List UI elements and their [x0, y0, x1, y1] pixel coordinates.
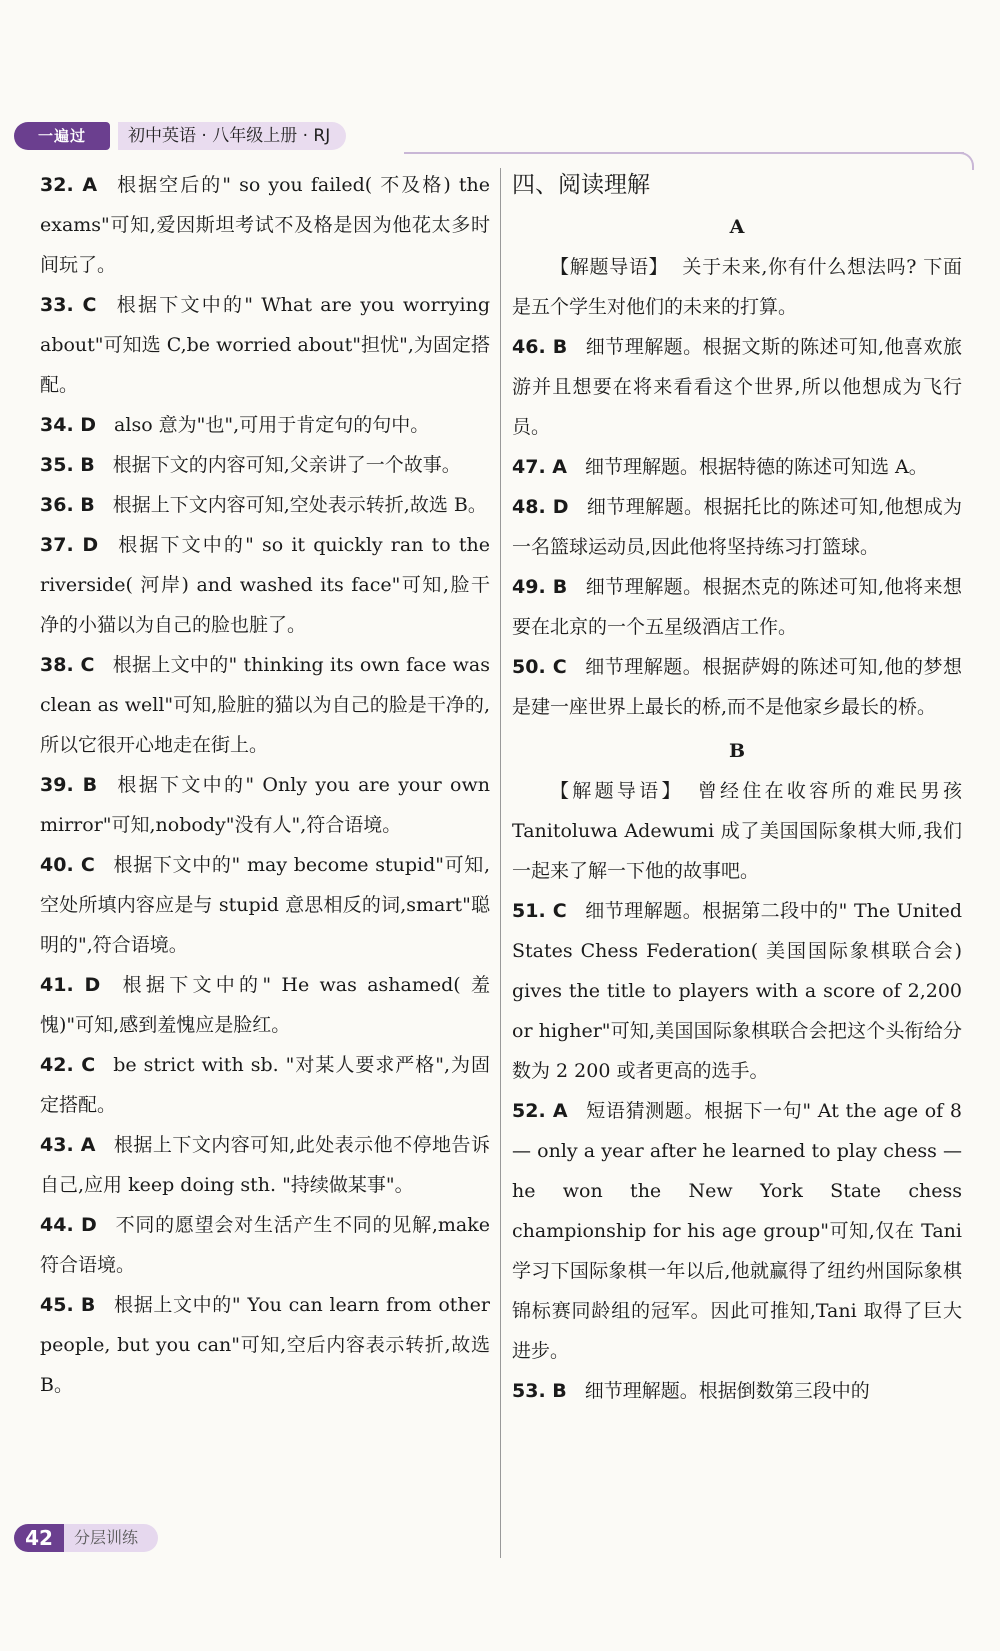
guide-tag: 【解题导语】: [550, 780, 684, 802]
answer-item: [512, 487, 962, 567]
answer-item: [40, 525, 490, 645]
answer-explanation: 细节理解题。根据特德的陈述可知选 A。: [584, 456, 928, 478]
answer-number: 48. D: [512, 496, 569, 518]
guide-text: 关于未来,你有什么想法吗? 下面是五个学生对他们的未来的打算。: [512, 256, 962, 318]
answer-number: 52. A: [512, 1100, 568, 1122]
answer-explanation: 根据上下文内容可知,此处表示他不停地告诉自己,应用 keep doing sth. "持续做某事"。: [40, 1134, 490, 1196]
answer-number: 47. A: [512, 456, 567, 478]
answer-number: 44. D: [40, 1214, 97, 1236]
answer-explanation: 细节理解题。根据文斯的陈述可知,他喜欢旅游并且想要在将来看看这个世界,所以他想成为飞行员。: [512, 336, 962, 438]
answer-explanation: 根据下文中的" What are you worrying about"可知选 C,be worried about"担忧",为固定搭配。: [40, 294, 490, 396]
answer-item: [512, 647, 962, 727]
passage-a-label: A: [729, 216, 745, 238]
passage-a-guide: [512, 247, 962, 327]
left-column: [40, 165, 490, 1405]
answer-number: 43. A: [40, 1134, 96, 1156]
answer-explanation: 根据空后的" so you failed( 不及格) the exams"可知,爱因斯坦考试不及格是因为他花太多时间玩了。: [40, 174, 490, 276]
answer-explanation: 根据下文中的" may become stupid"可知,空处所填内容应是与 stupid 意思相反的词,smart"聪明的",符合语境。: [40, 854, 490, 956]
page-header: [14, 118, 974, 154]
answer-item: [40, 1045, 490, 1125]
answer-number: 37. D: [40, 534, 99, 556]
answer-item: [40, 845, 490, 965]
answer-item: [40, 645, 490, 765]
answer-number: 42. C: [40, 1054, 96, 1076]
answer-explanation: 根据上文中的" thinking its own face was clean as well"可知,脸脏的猫以为自己的脸是干净的,所以它很开心地走在街上。: [40, 654, 490, 756]
answer-item: [512, 447, 962, 487]
answer-number: 35. B: [40, 454, 95, 476]
answer-explanation: also 意为"也",可用于肯定句的句中。: [114, 414, 430, 436]
guide-text: 曾经住在收容所的难民男孩 Tanitoluwa Adewumi 成了美国国际象棋大师,我们一起来了解一下他的故事吧。: [512, 780, 962, 882]
right-column: [512, 165, 962, 1411]
book-title: 初中英语 · 八年级上册 · RJ: [118, 122, 346, 150]
answer-item: [512, 567, 962, 647]
answer-number: 38. C: [40, 654, 95, 676]
answer-number: 45. B: [40, 1294, 96, 1316]
column-divider: [500, 168, 501, 1558]
answer-item: [512, 327, 962, 447]
answer-explanation: 不同的愿望会对生活产生不同的见解,make 符合语境。: [40, 1214, 490, 1276]
passage-a-answers: [512, 327, 962, 727]
answer-number: 46. B: [512, 336, 568, 358]
answer-item: [512, 891, 962, 1091]
answer-number: 39. B: [40, 774, 98, 796]
answer-explanation: 短语猜测题。根据下一句" At the age of 8 — only a year after he learned to play chess — he won the New York State chess championship for his age group"可知,仅在 Tani 学习下国际象棋一年以后,他就赢得了纽约州国际象棋锦标赛同龄组的冠军。因此可推知,Tani 取得了巨大进步。: [512, 1100, 962, 1362]
answer-explanation: 根据下文的内容可知,父亲讲了一个故事。: [112, 454, 461, 476]
answer-number: 32. A: [40, 174, 98, 196]
answer-explanation: 细节理解题。根据倒数第三段中的: [584, 1380, 870, 1402]
answer-explanation: 细节理解题。根据杰克的陈述可知,他将来想要在北京的一个五星级酒店工作。: [512, 576, 962, 638]
passage-b-guide: [512, 771, 962, 891]
answer-explanation: be strict with sb. "对某人要求严格",为固定搭配。: [40, 1054, 490, 1116]
answer-item: [40, 965, 490, 1045]
answer-number: 33. C: [40, 294, 97, 316]
answer-number: 49. B: [512, 576, 568, 598]
answer-number: 53. B: [512, 1380, 567, 1402]
answer-explanation: 根据下文中的" so it quickly ran to the riverside( 河岸) and washed its face"可知,脸干净的小猫以为自己的脸也脏了。: [40, 534, 490, 636]
answer-number: 50. C: [512, 656, 567, 678]
passage-b-label: B: [728, 740, 746, 762]
answer-item: [40, 165, 490, 285]
answer-item: [40, 1125, 490, 1205]
answer-explanation: 细节理解题。根据第二段中的" The United States Chess Federation( 美国国际象棋联合会) gives the title to players with a score of 2,200 or higher"可知,美国国际象棋联合会把这个头衔给分数为 2 200 或者更高的选手。: [512, 900, 963, 1082]
answer-item: [512, 1371, 962, 1411]
guide-tag: 【解题导语】: [550, 256, 669, 278]
answer-item: [512, 1091, 962, 1371]
answer-item: [40, 285, 490, 405]
header-rule: [404, 152, 964, 154]
answer-number: 41. D: [40, 974, 101, 996]
section-title: 四、阅读理解: [512, 172, 650, 198]
answer-item: [40, 1285, 490, 1405]
answer-explanation: 根据下文中的" Only you are your own mirror"可知,nobody"没有人",符合语境。: [40, 774, 490, 836]
answer-explanation: 根据下文中的" He was ashamed( 羞愧)"可知,感到羞愧应是脸红。: [40, 974, 491, 1036]
passage-b-answers: [512, 891, 962, 1411]
answer-number: 34. D: [40, 414, 97, 436]
brand-logo: 一遍过: [14, 122, 110, 150]
answer-item: [40, 1205, 490, 1285]
page-number: 42: [14, 1524, 64, 1552]
answer-item: [40, 485, 490, 525]
answer-item: [40, 445, 490, 485]
answer-explanation: 细节理解题。根据萨姆的陈述可知,他的梦想是建一座世界上最长的桥,而不是他家乡最长的桥。: [512, 656, 962, 718]
answer-explanation: 根据上文中的" You can learn from other people, but you can"可知,空后内容表示转折,故选 B。: [40, 1294, 490, 1396]
footer-label: 分层训练: [64, 1524, 158, 1552]
answer-number: 51. C: [512, 900, 567, 922]
answer-explanation: 根据上下文内容可知,空处表示转折,故选 B。: [112, 494, 487, 516]
answer-item: [40, 405, 490, 445]
answer-number: 40. C: [40, 854, 95, 876]
answer-number: 36. B: [40, 494, 95, 516]
answer-item: [40, 765, 490, 845]
answer-explanation: 细节理解题。根据托比的陈述可知,他想成为一名篮球运动员,因此他将坚持练习打篮球。: [512, 496, 962, 558]
